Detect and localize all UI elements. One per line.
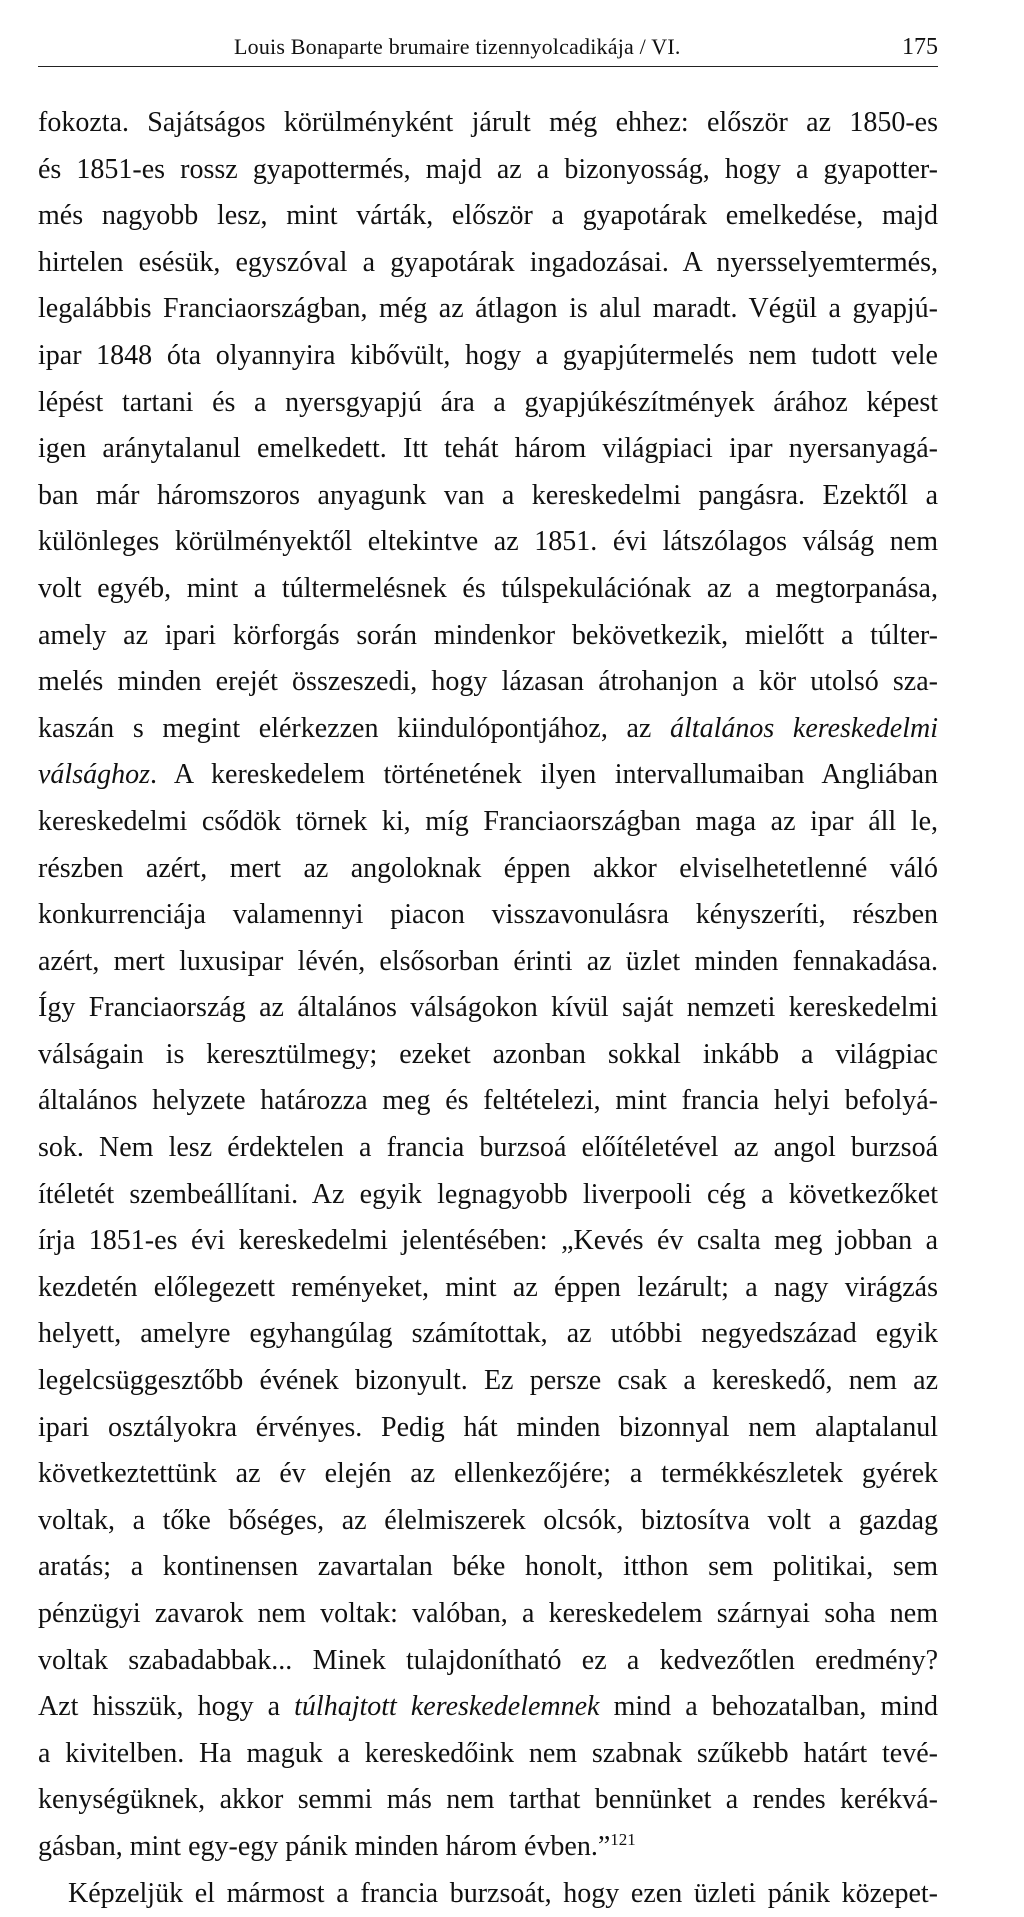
text-segment: kaszán s megint elérkezzen kiindulópontjához, az [38, 712, 671, 744]
text-line: kenységüknek, akkor semmi más nem tarthat bennünket a rendes kerékvá- [38, 1784, 938, 1816]
text-line: amely az ipari körforgás során mindenkor bekövetkezik, mielőtt a túlter- [38, 619, 938, 651]
footnote-reference[interactable]: 121 [610, 1829, 636, 1849]
text-line: volt egyéb, mint a túltermelésnek és túlspekulációnak az a megtorpanása, [38, 572, 938, 604]
text-line: aratás; a kontinensen zavartalan béke honolt, itthon sem politikai, sem [38, 1551, 938, 1583]
text-line: fokozta. Sajátságos körülményként járult még ehhez: először az 1850-es [38, 107, 938, 138]
text-line: válságain is keresztülmegy; ezeket azonban sokkal inkább a világpiac [38, 1038, 938, 1070]
text-line: sok. Nem lesz érdektelen a francia burzsoá előítéletével az angol burzsoá [38, 1132, 938, 1164]
text-line: kezdetén előlegezett reményeket, mint az éppen lezárult; a nagy virágzás [38, 1271, 938, 1303]
text-line: kereskedelmi csődök törnek ki, míg Franciaországban maga az ipar áll le, [38, 805, 938, 837]
italic-phrase: általános kereskedelmi [670, 712, 938, 744]
text-line: melés minden erejét összeszedi, hogy lázasan átrohanjon a kör utolsó sza- [38, 666, 938, 698]
text-line: voltak, a tőke bőséges, az élelmiszerek olcsók, biztosítva volt a gazdag [38, 1504, 938, 1536]
text-line: azért, mert luxusipar lévén, elsősorban érinti az üzlet minden fennakadása. [38, 945, 938, 977]
running-header [38, 28, 938, 67]
text-line: helyett, amelyre egyhangúlag számítottak, az utóbbi negyedszázad egyik [38, 1318, 938, 1350]
text-line: lépést tartani és a nyersgyapjú ára a gyapjúkészítmények árához képest [38, 386, 938, 418]
text-line: következtettünk az év elején az ellenkezőjére; a termékkészletek gyérek [38, 1458, 938, 1490]
text-segment: gásban, mint egy-egy pánik minden három évben.” [38, 1830, 611, 1862]
text-line: pénzügyi zavarok nem voltak: valóban, a kereskedelem szárnyai soha nem [38, 1598, 938, 1629]
text-line: voltak szabadabbak... Minek tulajdonítható ez a kedvezőtlen eredmény? [38, 1644, 938, 1676]
italic-phrase: túlhajtott kereskedelemnek [294, 1691, 600, 1723]
text-line [38, 706, 938, 753]
body-text [38, 100, 938, 1917]
book-page [38, 28, 938, 1917]
text-line: ipari osztályokra érvényes. Pedig hát minden bizonnyal nem alaptalanul [38, 1411, 938, 1443]
text-line: igen aránytalanul emelkedett. Itt tehát három világpiaci ipar nyersanyagá- [38, 433, 938, 465]
italic-phrase: válsághoz [38, 759, 150, 791]
text-line: általános helyzete határozza meg és feltételezi, mint francia helyi befolyá- [38, 1085, 938, 1117]
text-line: legalábbis Franciaországban, még az átlagon is alul maradt. Végül a gyapjú- [38, 293, 938, 325]
running-title: Louis Bonaparte brumaire tizennyolcadikája / VI. [234, 34, 681, 59]
text-segment: . A kereskedelem történetének ilyen intervallumaiban Angliában [150, 759, 938, 791]
text-line [38, 1824, 938, 1871]
text-line: konkurrenciája valamennyi piacon visszavonulásra kényszeríti, részben [38, 899, 938, 931]
page-number: 175 [902, 34, 938, 60]
text-line: ban már háromszoros anyagunk van a kereskedelmi pangásra. Ezektől a [38, 479, 938, 511]
text-line [38, 752, 938, 799]
text-line: a kivitelben. Ha maguk a kereskedőink nem szabnak szűkebb határt tevé- [38, 1737, 938, 1769]
paragraph-first-line: Képzeljük el mármost a francia burzsoát, hogy ezen üzleti pánik közepet- [68, 1877, 938, 1909]
text-line: més nagyobb lesz, mint várták, először a gyapotárak emelkedése, majd [38, 200, 938, 232]
text-line: Így Franciaország az általános válságokon kívül saját nemzeti kereskedelmi [38, 992, 938, 1024]
text-line: ítéletét szembeállítani. Az egyik legnagyobb liverpooli cég a következőket [38, 1178, 938, 1210]
text-line: írja 1851-es évi kereskedelmi jelentésében: „Kevés év csalta meg jobban a [38, 1225, 938, 1257]
text-line: hirtelen esésük, egyszóval a gyapotárak ingadozásai. A nyersselyemtermés, [38, 246, 938, 278]
text-segment: mind a behozatalban, mind [599, 1691, 938, 1723]
text-line: legelcsüggesztőbb évének bizonyult. Ez persze csak a kereskedő, nem az [38, 1365, 938, 1397]
text-line: és 1851-es rossz gyapottermés, majd az a bizonyosság, hogy a gyapotter- [38, 153, 938, 185]
text-segment: Azt hisszük, hogy a [38, 1691, 295, 1723]
text-line: ipar 1848 óta olyannyira kibővült, hogy a gyapjútermelés nem tudott vele [38, 339, 938, 371]
text-line: különleges körülményektől eltekintve az 1851. évi látszólagos válság nem [38, 526, 938, 558]
text-line [38, 1684, 938, 1731]
text-line: részben azért, mert az angoloknak éppen akkor elviselhetetlenné váló [38, 852, 938, 884]
